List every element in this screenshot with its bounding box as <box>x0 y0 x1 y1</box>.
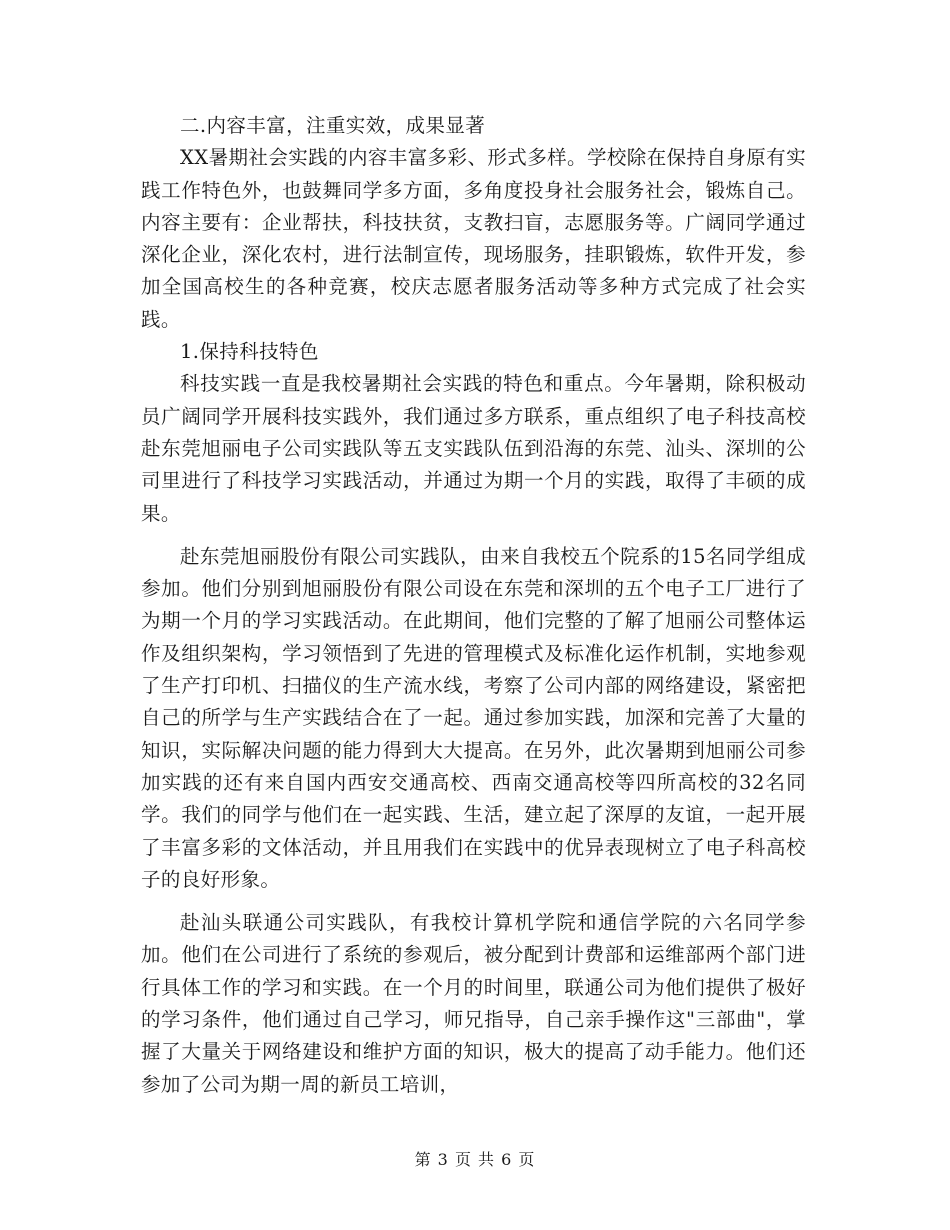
paragraph-tech-practice: 科技实践一直是我校暑期社会实践的特色和重点。今年暑期，除积极动员广阔同学开展科技实践外，我们通过多方联系，重点组织了电子科技高校赴东莞旭丽电子公司实践队等五支实践队伍到沿海的东莞、汕头、深圳的公司里进行了科技学习实践活动，并通过为期一个月的实践，取得了丰硕的成果。 <box>141 372 806 525</box>
subsection-heading: 1.保持科技特色 <box>180 340 319 364</box>
section-heading: 二.内容丰富，注重实效，成果显著 <box>180 114 486 137</box>
document-body <box>141 110 806 1101</box>
paragraph-dongguan-team: 赴东莞旭丽股份有限公司实践队，由来自我校五个院系的15名同学组成参加。他们分别到旭丽股份有限公司设在东莞和深圳的五个电子工厂进行了为期一个月的学习实践活动。在此期间，他们完整的了解了旭丽公司整体运作及组织架构，学习领悟到了先进的管理模式及标准化运作机制，实地参观了生产打印机、扫描仪的生产流水线，考察了公司内部的网络建设，紧密把自己的所学与生产实践结合在了一起。通过参加实践，加深和完善了大量的知识，实际解决问题的能力得到大大提高。在另外，此次暑期到旭丽公司参加实践的还有来自国内西安交通高校、西南交通高校等四所高校的32名同学。我们的同学与他们在一起实践、生活，建立起了深厚的友谊，一起开展了丰富多彩的文体活动，并且用我们在实践中的优异表现树立了电子科高校子的良好形象。 <box>141 544 806 891</box>
paragraph-shantou-team: 赴汕头联通公司实践队，有我校计算机学院和通信学院的六名同学参加。他们在公司进行了系统的参观后，被分配到计费部和运维部两个部门进行具体工作的学习和实践。在一个月的时间里，联通公司为他们提供了极好的学习条件，他们通过自己学习，师兄指导，自己亲手操作这"三部曲"，掌握了大量关于网络建设和维护方面的知识，极大的提高了动手能力。他们还参加了公司为期一周的新员工培训， <box>141 911 806 1096</box>
paragraph-overview: XX暑期社会实践的内容丰富多彩、形式多样。学校除在保持自身原有实践工作特色外，也鼓舞同学多方面，多角度投身社会服务社会，锻炼自己。内容主要有：企业帮扶，科技扶贫，支教扫盲，志愿服务等。广阔同学通过深化企业，深化农村，进行法制宣传，现场服务，挂职锻炼，软件开发，参加全国高校生的各种竞赛，校庆志愿者服务活动等多种方式完成了社会实践。 <box>141 146 806 331</box>
page-footer: 第 3 页 共 6 页 <box>414 1150 536 1169</box>
